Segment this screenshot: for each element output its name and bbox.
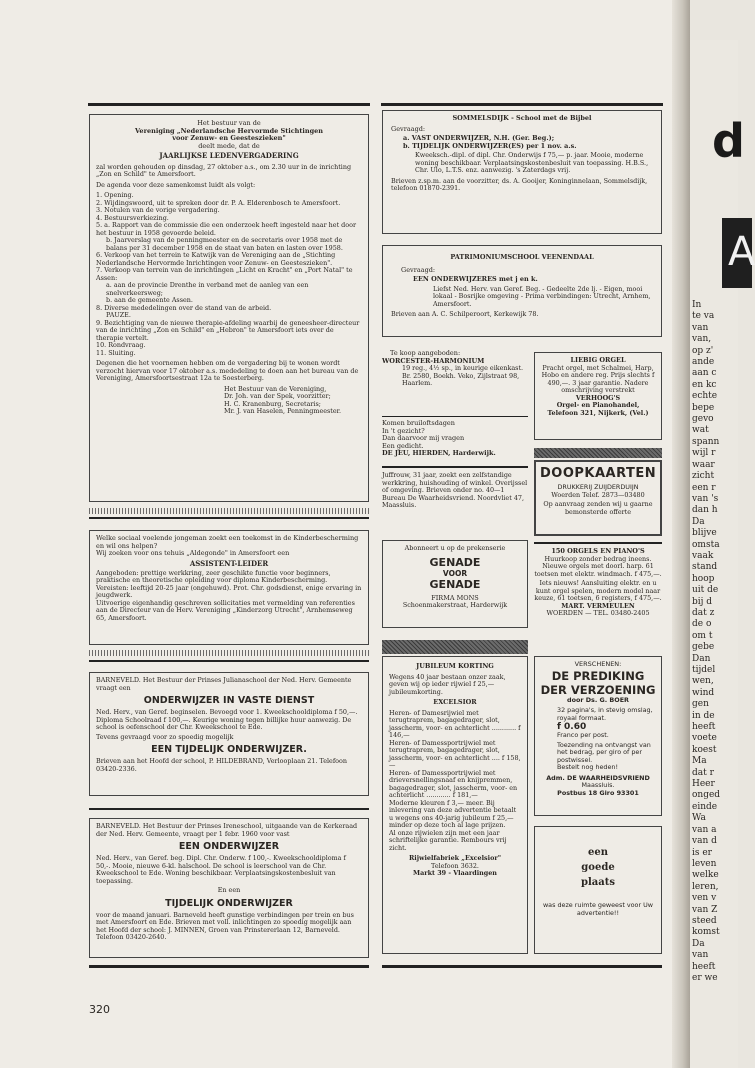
next-page-line: de o bbox=[692, 619, 712, 630]
ad-footer-2: WOERDEN — TEL. 03480-2405 bbox=[546, 609, 650, 618]
ad-genade-voor-genade bbox=[382, 540, 528, 628]
next-page-line: stand bbox=[692, 562, 718, 573]
drop-letter: d bbox=[712, 114, 745, 168]
ad-paragraph-3: Degenen die het voornemen hebben om de vergadering bij te wonen wordt verzocht hiervan voor 17 oktober a.s. mededeling te doen aan het bureau van de Vereniging, Amersfoortsestraat 12a te Soesterberg. bbox=[96, 359, 359, 383]
ad-heading-2: EEN TIJDELIJK ONDERWIJZER. bbox=[151, 744, 307, 755]
ad-body: 19 reg., 4½ sp., in keurige eikenkast. Br. 2580, Boekh. Veko, Zijlstraat 98, Haarlem. bbox=[402, 364, 524, 388]
next-page-line: Ma bbox=[692, 756, 707, 767]
next-page-line: ven v bbox=[692, 893, 717, 904]
ad-title: PATRIMONIUMSCHOOL VEENENDAAL bbox=[450, 253, 594, 261]
next-page-line: hoop bbox=[692, 573, 715, 584]
next-page-line: wind bbox=[692, 687, 715, 698]
ad-word-1: een bbox=[588, 847, 608, 858]
ad-body: Liefst Ned. Herv. van Geref. Beg. - Gedeelte 2de lj. - Eigen, mooi lokaal - Bosrijke omgeving - Prima verbindingen: Utrecht, Arnhem, Amersfoort. bbox=[433, 284, 651, 308]
ad-de-jeu bbox=[382, 420, 528, 464]
ad-patrimoniumschool bbox=[382, 245, 662, 337]
ad-line-2: WORCESTER-HARMONIUM bbox=[382, 356, 485, 365]
ad-footer: was deze ruimte geweest voor Uw advertentie!! bbox=[542, 901, 654, 917]
next-page-line: zicht bbox=[692, 471, 715, 482]
ad-de-prediking bbox=[534, 656, 662, 816]
ad-title: 150 ORGELS EN PIANO'S bbox=[551, 547, 645, 555]
ad-author: door Ds. G. BOER bbox=[567, 695, 629, 704]
next-page-line: echte bbox=[692, 391, 718, 402]
ad-heading: EEN ONDERWIJZERES met j en k. bbox=[413, 275, 538, 284]
next-page-line: dat r bbox=[692, 767, 714, 778]
ad-barneveld-julianaschool bbox=[89, 672, 369, 796]
next-page-line: Heer bbox=[692, 779, 715, 790]
ad-title-2: DER VERZOENING bbox=[540, 682, 656, 697]
next-page-line: Da bbox=[692, 938, 705, 949]
next-page-line: voete bbox=[692, 733, 717, 744]
top-rule-left bbox=[88, 103, 370, 106]
ad-postbus: Postbus 18 Giro 93301 bbox=[557, 788, 639, 797]
ad-intro-1: Het bestuur van de bbox=[197, 119, 261, 127]
agenda-item: b. Jaarverslag van de penningmeester en de secretaris over 1958 met de balans per 31 december 1958 en de staat van baten en lasten over 1958. bbox=[106, 236, 343, 252]
signature-line: Mr. J. van Haselen, Penningmeester. bbox=[224, 407, 342, 416]
next-page-line: en kc bbox=[692, 379, 717, 390]
ad-tel: Telefoon 3632. bbox=[431, 861, 479, 870]
next-page-line: bepe bbox=[692, 402, 715, 413]
next-page-line: tijdel bbox=[692, 665, 716, 675]
next-page-line: van Z bbox=[692, 904, 718, 915]
next-page-line: is er bbox=[692, 847, 712, 858]
ad-word-2: VOOR bbox=[442, 568, 468, 578]
ad-heading: ONDERWIJZER IN VASTE DIENST bbox=[143, 695, 315, 706]
signature-line: H. C. Kranenburg, Secretaris; bbox=[224, 399, 321, 408]
heading-box bbox=[722, 218, 755, 288]
next-page-line: leren, bbox=[692, 881, 719, 892]
ad-liebig-orgel bbox=[534, 352, 662, 440]
ad-word-3: plaats bbox=[581, 877, 615, 888]
next-page-line: te va bbox=[692, 311, 715, 322]
ad-line-3: Op aanvraag zenden wij u gaarne bemonsterde offerte bbox=[543, 500, 653, 516]
next-page-line: van, bbox=[692, 334, 712, 345]
ad-company-2: Orgel- en Pianohandel, bbox=[556, 401, 640, 410]
next-page-line: heeft bbox=[692, 722, 716, 733]
ad-title: JUBILEUM KORTING bbox=[416, 662, 494, 670]
divider-dots bbox=[89, 650, 369, 656]
next-page-line: koest bbox=[692, 744, 717, 755]
ad-intro-3: voor Zenuw- en Geesteszieken" bbox=[172, 134, 286, 143]
ad-adm: Adm. DE WAARHEIDSVRIEND bbox=[546, 773, 650, 782]
ad-intro: Wegens 40 jaar bestaan onzer zaak, geven wij op ieder rijwiel f 25,— jubileumkorting. bbox=[389, 672, 506, 696]
ad-body: Huurkoop zonder bedrag ineens. Nieuwe orgels met doorl. harp. 61 toetsen met elektr. windmach. f 475,—. bbox=[534, 554, 662, 578]
agenda-item: 11. Sluiting. bbox=[96, 348, 136, 357]
ad-paragraph-3: voor de maand januari. Barneveld heeft gunstige verbindingen per trein en bus met Amersfoort en Ede. Brieven met voll. inlichtingen zo spoedig mogelijk aan het Hoofd der school: J. MINNEN, Groen van Prinstererlaan 12, Barneveld. Telefoon 03420-2640. bbox=[96, 910, 354, 941]
ad-hervormde-vereniging bbox=[89, 114, 369, 502]
ad-body: Kweeksch.-dipl. of dipl. Chr. Onderwijs f 75,— p. jaar. Mooie, moderne woning beschikbaar. Verplaatsingskostenbesluit van toepassing. H.B.S., Chr. Ulo, L.T.S. enz. aanwezig. 's Zaterdags vrij. bbox=[415, 151, 649, 175]
next-page-line: van bbox=[692, 322, 709, 333]
ad-heading: JAARLIJKSE LEDENVERGADERING bbox=[159, 151, 299, 161]
ad-intro: BARNEVELD. Het Bestuur der Prinses Ireneschool, uitgaande van de Kerkeraad der Ned. Herv. Gemeente, vraagt per 1 febr. 1960 voor vast bbox=[96, 822, 358, 838]
ad-title-1: DE PREDIKING bbox=[551, 668, 645, 683]
ad-word-2: goede bbox=[581, 862, 615, 873]
agenda-item: 4. Bestuursverkiezing. bbox=[96, 213, 169, 222]
next-page-line: waar bbox=[692, 459, 715, 470]
ad-paragraph-3: Brieven aan het Hoofd der school, P. HILDEBRAND, Verlooplaan 21. Telefoon 03420-2336. bbox=[96, 757, 347, 773]
ad-paragraph-3: Aangeboden: prettige werkkring, zeer geschikte functie voor beginners, praktische en theoretische opleiding voor diploma Kinderbescherming. bbox=[96, 568, 331, 585]
agenda-item: PAUZE. bbox=[106, 311, 131, 320]
decorative-band bbox=[382, 640, 528, 654]
ad-brand: EXCELSIOR bbox=[433, 698, 477, 707]
next-page-line: een r bbox=[692, 482, 716, 493]
ad-title: LIEBIG ORGEL bbox=[570, 356, 626, 364]
ad-juffrouw bbox=[382, 472, 528, 532]
bottom-rule-right bbox=[382, 965, 662, 968]
next-page-line: Da bbox=[692, 516, 705, 527]
agenda-item: 8. Diverse mededelingen over de stand van de arbeid. bbox=[96, 303, 272, 312]
ad-paragraph-2: Tevens gevraagd voor zo spoedig mogelijk bbox=[96, 732, 234, 741]
agenda-item: 5. a. Rapport van de commissie die een onderzoek heeft ingesteld naar het door het bestuur in 1958 gevoerde beleid. bbox=[96, 221, 357, 237]
ad-body: Juffrouw, 31 jaar, zoekt een zelfstandige werkkring, huishouding of winkel. Overijssel of omgeving. Brieven onder no. 40—1 Bureau De Waarheidsvriend. Noordvliet 47, Maassluis. bbox=[382, 471, 528, 509]
ad-gevraagd: Gevraagd: bbox=[391, 124, 426, 133]
agenda-item: 9. Bezichtiging van de nieuwe therapie-afdeling waarbij de geneesheer-directeur van de inrichting „Zon en Schild" en „Hebron" te Amersfoort iets over de therapie vertelt. bbox=[96, 318, 360, 342]
next-page-line: vaak bbox=[692, 550, 714, 561]
ad-barneveld-ireneschool bbox=[89, 818, 369, 958]
ad-paragraph-2: De agenda voor deze samenkomst luidt als volgt: bbox=[96, 180, 256, 189]
ad-send: Toezending na ontvangst van het bedrag, per giro of per postwissel. bbox=[557, 740, 651, 764]
ad-body-2: Al onze rijwielen zijn met een jaar schriftelijke garantie. Rembours vrij zicht. bbox=[389, 828, 507, 852]
ad-intro-2: Vereniging „Nederlandsche Hervormde Stichtingen bbox=[134, 126, 323, 135]
next-page-line: van 's bbox=[692, 493, 719, 504]
ad-line-1: DRUKKERIJ ZUIJDERDUIJN bbox=[557, 483, 639, 491]
divider-rule bbox=[382, 416, 528, 417]
ad-item-a: a. VAST ONDERWIJZER, N.H. (Ger. Beg.); bbox=[403, 134, 555, 143]
next-page-line: In bbox=[692, 300, 702, 310]
next-page-line: op z' bbox=[692, 345, 714, 356]
ad-firm: FIRMA MONS bbox=[431, 593, 479, 602]
next-page-line: van bbox=[692, 950, 709, 961]
next-page-line: gebe bbox=[692, 642, 715, 653]
next-page-line: dan h bbox=[692, 505, 718, 516]
next-page-line: heeft bbox=[692, 961, 716, 972]
ad-paragraph-1: zal worden gehouden op dinsdag, 27 oktober a.s., om 2.30 uur in de inrichting „Zon en Schild" te Amersfoort. bbox=[96, 162, 352, 179]
agenda-item: 10. Rondvraag. bbox=[96, 341, 146, 350]
next-page-edge bbox=[690, 40, 755, 1068]
ad-paragraph-2: Wij zoeken voor ons tehuis „Aldegonde" in Amersfoort een bbox=[96, 549, 290, 558]
next-page-line: er we bbox=[692, 972, 718, 983]
price-item: Heren- of Damessportrijwiel met drieversnellingsnaaf en knijpremmen, bagagedrager, slot, jasscherm, voor- en achterlicht ............ f 181,— bbox=[389, 768, 518, 800]
signature-line: Dr. Joh. van der Spek, voorzitter; bbox=[224, 392, 331, 401]
signature-block bbox=[224, 386, 362, 416]
ad-sommelsdijk bbox=[382, 110, 662, 234]
agenda-item: a. aan de provincie Drenthe in verband met de aanleg van een snelverkeersweg; bbox=[106, 281, 309, 297]
price-item: Heren- of Damessportrijwiel met terugtraprem, bagagedrager, slot, jasscherm, voor- en achterlicht .... f 158,— bbox=[389, 738, 521, 770]
next-page-line: wijl r bbox=[692, 448, 716, 459]
divider-rule bbox=[89, 660, 369, 662]
ad-paragraph-2: En een bbox=[217, 886, 241, 894]
next-page-line: Dan bbox=[692, 653, 711, 664]
ad-price: f 0.60 bbox=[557, 722, 587, 733]
ad-jubileum-korting bbox=[382, 656, 528, 954]
ad-item-b: b. TIJDELIJK ONDERWIJZER(ES) per 1 nov. a.s. bbox=[403, 141, 577, 150]
next-page-line: omsta bbox=[692, 539, 720, 550]
divider-rule bbox=[534, 542, 662, 544]
ad-phone: Telefoon 321, Nijkerk, (Vel.) bbox=[547, 408, 649, 417]
agenda-item: b. aan de gemeente Assen. bbox=[106, 296, 193, 305]
ad-gevraagd: Gevraagd: bbox=[401, 265, 436, 274]
ad-town: Maassluis. bbox=[581, 781, 615, 790]
ad-body: Moderne kleuren f 3,— meer. Bij inlevering van deze advertentie betaalt u wegens ons 40-jarig jubileum f 25,— minder op deze toch al lage prijzen. bbox=[389, 798, 517, 830]
agenda-item: 3. Notulen van de vorige vergadering. bbox=[96, 206, 220, 215]
next-page-line: van d bbox=[692, 836, 717, 847]
divider-rule bbox=[89, 808, 369, 810]
ad-doopkaarten bbox=[534, 460, 662, 536]
next-page-line: Wa bbox=[692, 813, 706, 824]
next-page-line: wen, bbox=[692, 676, 714, 687]
ad-body-2: Iets nieuws! Aansluiting elektr. en u kunt orgel spelen, modern model naar keuze, 61 toetsen, 6 registers, f 475,—. bbox=[534, 579, 662, 603]
ad-paragraph-1: Welke sociaal voelende jongeman zoekt een toekomst in de Kinderbescherming en wil ons helpen? bbox=[96, 534, 359, 550]
ad-company: VERHOOG'S bbox=[575, 393, 621, 402]
agenda-item: 2. Wijdingswoord, uit te spreken door dr. P. A. Elderenbosch te Amersfoort. bbox=[96, 198, 341, 207]
divider-rule bbox=[382, 466, 528, 468]
ad-word-1: GENADE bbox=[429, 555, 481, 569]
agenda-list bbox=[96, 192, 362, 357]
ad-fabriek: Rijwielfabriek „Excelsior" bbox=[408, 854, 502, 863]
ad-poem: Komen bruiloftsdagen In 't gezicht? Dan daarvoor mij vragen Een gedicht. bbox=[382, 419, 465, 450]
next-page-text bbox=[692, 300, 738, 984]
next-page-line: gevo bbox=[692, 414, 714, 425]
ad-paragraph-1: Ned. Herv., van Geref. beginselen. Bevoegd voor 1. Kweekschooldiploma f 50,—. Diploma Schoolraad f 100,—. Keurige woning tegen billijke huur aanwezig. De school is oefenschool der Chr. Kweekschool te Ede. bbox=[96, 708, 358, 731]
divider-dots bbox=[89, 508, 369, 514]
next-page-line: ande bbox=[692, 357, 715, 368]
next-page-line: van a bbox=[692, 824, 717, 835]
ad-intro-4: deelt mede, dat de bbox=[198, 141, 260, 150]
next-page-line: wat bbox=[692, 425, 709, 436]
ad-paragraph-1: Ned. Herv., van Geref. beg. Dipl. Chr. Onderw. f 100,-. Kweekschooldiploma f 50,-. Mooie, nieuwe 6-kl. halschool. De school is leerschool van de Chr. Kweekschool te Ede. Woning beschikbaar. Verplaatsingskostenbesluit van toepassing. bbox=[96, 854, 346, 885]
ad-intro: BARNEVELD. Het Bestuur der Prinses Julianaschool der Ned. Herv. Gemeente vraagt een bbox=[96, 676, 352, 692]
ad-address: Markt 39 - Vlaardingen bbox=[413, 869, 497, 878]
next-page-line: aan c bbox=[692, 368, 717, 379]
ad-aldegonde bbox=[89, 530, 369, 645]
ad-heading: ASSISTENT-LEIDER bbox=[189, 558, 269, 568]
ad-harmonium bbox=[382, 350, 528, 410]
book-gutter bbox=[672, 0, 690, 1068]
ad-top: Abonneert u op de prekenserie bbox=[404, 544, 506, 552]
heading-box-letter: A bbox=[728, 229, 755, 275]
bottom-rule-left bbox=[89, 965, 369, 968]
next-page-line: uit de bbox=[692, 585, 719, 596]
ad-order: Bestelt nog heden! bbox=[557, 763, 619, 772]
next-page-line: in de bbox=[692, 710, 715, 721]
next-page-line: onged bbox=[692, 790, 721, 801]
ad-desc: 32 pagina's, in stevig omslag, royaal formaat. bbox=[557, 706, 653, 722]
next-page-line: welke bbox=[692, 870, 719, 881]
ad-heading-2: TIJDELIJK ONDERWIJZER bbox=[165, 897, 293, 909]
ad-een-goede-plaats bbox=[534, 826, 662, 954]
page-number: 320 bbox=[89, 1003, 110, 1016]
ad-footer: DE JEU, HIERDEN, Harderwijk. bbox=[382, 449, 496, 458]
ad-paragraph-5: Uitvoerige eigenhandig geschreven sollicitaties met vermelding van referenties aan de Directeur van de Herv. Vereniging „Kinderzorg Utrecht", Arnhemseweg 65, Amersfoort. bbox=[96, 598, 355, 622]
ad-address: Schoenmakerstraat, Harderwijk bbox=[402, 601, 508, 610]
next-page-line: leven bbox=[692, 858, 717, 869]
ad-footer: Brieven aan A. C. Schilperoort, Kerkewijk 78. bbox=[391, 310, 539, 319]
ad-franco: Franco per post. bbox=[557, 731, 609, 740]
ad-body: Pracht orgel, met Schalmei, Harp, Hobo en andere reg. Prijs slechts f 490,—. 3 jaar garantie. Nadere omschrijving verstrekt bbox=[541, 363, 655, 395]
ad-footer: Brieven z.sp.m. aan de voorzitter, ds. A. Gooijer, Koninginnelaan, Sommelsdijk, telefoon 01870-2391. bbox=[391, 176, 648, 193]
ad-title: DOOPKAARTEN bbox=[540, 466, 657, 481]
ad-footer-1: MART. VERMEULEN bbox=[561, 601, 635, 610]
next-page-line: einde bbox=[692, 801, 718, 812]
next-page-line: steed bbox=[692, 915, 717, 926]
top-rule-right bbox=[381, 103, 663, 106]
ad-paragraph-4: Vereisten: leeftijd 20-25 jaar (ongehuwd). Prot. Chr. godsdienst, enige ervaring in jeugdwerk. bbox=[96, 583, 362, 600]
agenda-item: 1. Opening. bbox=[96, 191, 134, 200]
decorative-band bbox=[534, 448, 662, 458]
ad-150-orgels bbox=[534, 548, 662, 650]
next-page-line: blijve bbox=[692, 528, 717, 539]
ad-word-3: GENADE bbox=[429, 577, 481, 591]
next-page-line: dat z bbox=[692, 607, 715, 618]
price-item: Heren- of Damesrijwiel met terugtraprem, bagagedrager, slot, jasscherm, voor- en achterlicht ............ f 146,— bbox=[389, 708, 521, 740]
ad-line-1: Te koop aangeboden: bbox=[390, 349, 461, 357]
next-page-line: komst bbox=[692, 927, 720, 938]
ad-line-2: Woerden Telef. 2873—03480 bbox=[551, 490, 645, 499]
ad-heading: EEN ONDERWIJZER bbox=[178, 841, 280, 852]
agenda-item: 7. Verkoop van terrein van de inrichtingen „Licht en Kracht" en „Port Natal" te Assen: bbox=[96, 266, 353, 282]
next-page-line: spann bbox=[692, 436, 720, 447]
ad-title: SOMMELSDIJK - School met de Bijbel bbox=[452, 114, 592, 122]
divider-rule bbox=[89, 517, 369, 519]
ad-label: VERSCHENEN: bbox=[574, 660, 622, 668]
next-page-line: bij d bbox=[692, 596, 713, 607]
signature-line: Het Bestuur van de Vereniging, bbox=[224, 384, 327, 393]
next-page-line: om t bbox=[692, 630, 713, 641]
next-page-line: gen bbox=[692, 699, 709, 710]
agenda-item: 6. Verkoop van het terrein te Katwijk van de Vereniging aan de „Stichting Nederlandsche Hervormde Inrichtingen voor Zenuw- en Geesteszieken". bbox=[96, 251, 336, 267]
